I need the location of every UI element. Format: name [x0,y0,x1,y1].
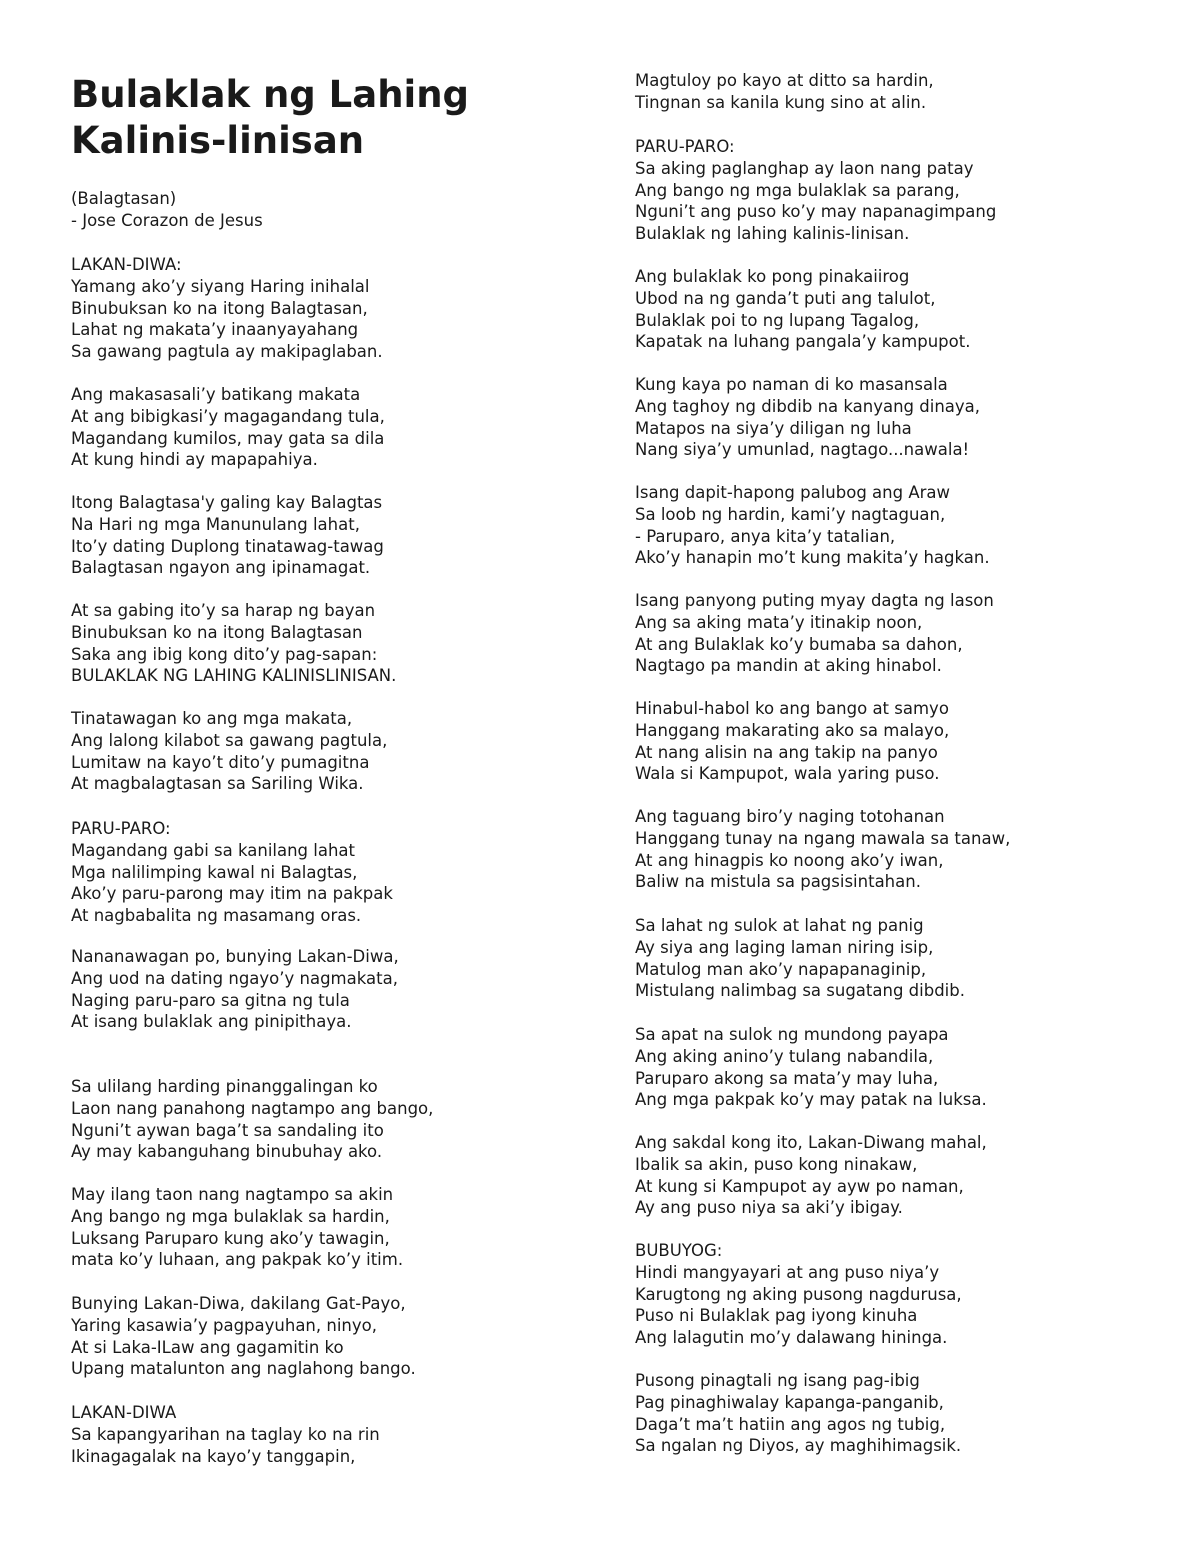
poem-line: Ang taguang biro’y naging totohanan [635,807,945,826]
poem-line: At ang hinagpis ko noong ako’y iwan, [635,850,944,870]
poem-line: Laon nang panahong nagtampo ang bango, [71,1098,434,1118]
poem-line: Isang panyong puting myay dagta ng lason [635,591,994,610]
poem-line: At ang bibigkasi’y magagandang tula, [71,406,385,426]
poem-line: Saka ang ibig kong dito’y pag-sapan: [71,644,378,664]
poem-line: At kung hindi ay mapapahiya. [71,450,318,470]
stanza [71,384,385,471]
poem-line: Balagtasan ngayon ang ipinamagat. [71,558,371,578]
poem-line: PARU-PARO: [635,137,735,156]
poem-line: Sa gawang pagtula ay makipaglaban. [71,342,383,362]
poem-line: At sa gabing ito’y sa harap ng bayan [71,601,376,620]
poem-line: Naging paru-paro sa gitna ng tula [71,990,350,1010]
poem-line: Ang sakdal kong ito, Lakan-Diwang mahal, [635,1133,987,1152]
poem-line: Isang dapit-hapong palubog ang Araw [635,483,951,502]
stanza [71,1184,403,1271]
poem-line: Matapos na siya’y diligan ng luha [635,418,912,438]
poem-line: Yamang ako’y siyang Haring inihalal [71,276,370,296]
poem-line: Ang aking anino’y tulang nabandila, [635,1046,934,1066]
poem-line: Binubuksan ko na itong Balagtasan, [71,298,368,318]
poem-line: Magtuloy po kayo at ditto sa hardin, [635,71,934,90]
stanza [635,1132,987,1219]
poem-line: Upang matalunton ang naglahong bango. [71,1359,416,1379]
poem-line: BULAKLAK NG LAHING KALINISLINISAN. [71,666,397,686]
stanza [635,1370,961,1457]
poem-line: Mga nalilimping kawal ni Balagtas, [71,862,358,882]
poem-line: Pag pinaghiwalay kapanga-panganib, [635,1392,944,1412]
poem-line: Ang lalagutin mo’y dalawang hininga. [635,1328,948,1348]
poem-line: mata ko’y luhaan, ang pakpak ko’y itim. [71,1250,404,1270]
poem-line: Sa kapangyarihan na taglay ko na rin [71,1424,380,1444]
poem-line: Ang taghoy ng dibdib na kanyang dinaya, [635,396,981,416]
poem-line: Magandang gabi sa kanilang lahat [71,840,356,860]
poem-line: Yaring kasawia’y pagpayuhan, ninyo, [71,1315,377,1335]
stanza [635,70,934,114]
poem-line: Lumitaw na kayo’t dito’y pumagitna [71,752,370,772]
poem-line: Paruparo akong sa mata’y may luha, [635,1068,939,1088]
poem-line: Ang sa aking mata’y itinakip noon, [635,612,923,632]
poem-line: Bulaklak ng lahing kalinis-linisan. [635,224,910,244]
poem-line: LAKAN-DIWA [71,1403,177,1422]
stanza [635,590,994,677]
poem-line: Nananawagan po, bunying Lakan-Diwa, [71,947,399,966]
poem-line: Wala si Kampupot, wala yaring puso. [635,764,940,784]
poem-line: At si Laka-ILaw ang gagamitin ko [71,1337,344,1357]
poem-line: Ang lalong kilabot sa gawang pagtula, [71,730,388,750]
poem-line: - Jose Corazon de Jesus [71,210,263,230]
poem-line: At kung si Kampupot ay ayw po naman, [635,1176,964,1196]
stanza [635,806,1010,893]
poem-line: Hindi mangyayari at ang puso niya’y [635,1262,940,1282]
poem-line: At magbalagtasan sa Sariling Wika. [71,774,364,794]
poem-line: Mistulang nalimbag sa sugatang dibdib. [635,981,965,1001]
poem-line: Sa lahat ng sulok at lahat ng panig [635,916,924,935]
stanza [635,1024,987,1111]
poem-line: Tinatawagan ko ang mga makata, [71,709,353,728]
poem-line: At isang bulaklak ang pinipithaya. [71,1012,352,1032]
poem-line: Nagtago pa mandin at aking hinabol. [635,656,942,676]
stanza [635,482,990,569]
poem-title-line: Bulaklak ng Lahing [71,73,470,116]
stanza [71,818,393,927]
poem-line: Ang uod na dating ngayo’y nagmakata, [71,968,398,988]
poem-line: Karugtong ng aking pusong nagdurusa, [635,1284,962,1304]
poem-line: Puso ni Bulaklak pag iyong kinuha [635,1306,918,1326]
poem-line: At nagbabalita ng masamang oras. [71,906,362,926]
stanza [71,946,399,1033]
poem-line: Ang bango ng mga bulaklak sa hardin, [71,1206,390,1226]
poem-line: Matulog man ako’y napapanaginip, [635,959,927,979]
poem-line: Ako’y hanapin mo’t kung makita’y hagkan. [635,548,990,568]
stanza [71,492,384,579]
poem-line: Daga’t ma’t hatiin ang agos ng tubig, [635,1414,946,1434]
stanza [71,708,387,795]
stanza [635,915,965,1002]
poem-line: Ang bulaklak ko pong pinakaiirog [635,267,910,286]
poem-line: LAKAN-DIWA: [71,255,182,274]
poem-line: Ako’y paru-parong may itim na pakpak [71,884,393,904]
poem-line: BUBUYOG: [635,1241,723,1260]
poem-line: Hanggang tunay na ngang mawala sa tanaw, [635,828,1011,848]
poem-line: Hanggang makarating ako sa malayo, [635,720,950,740]
stanza [635,374,980,461]
poem-line: Lahat ng makata’y inaanyayahang [71,320,359,340]
poem-title [71,72,571,164]
stanza [635,136,996,245]
poem-line: Sa loob ng hardin, kami’y nagtaguan, [635,504,946,524]
stanza [71,1293,416,1380]
stanza [71,254,383,363]
poem-line: Sa aking paglanghap ay laon nang patay [635,158,974,178]
poem-line: At ang Bulaklak ko’y bumaba sa dahon, [635,634,963,654]
stanza [71,600,396,687]
poem-line: Ubod na ng ganda’t puti ang talulot, [635,288,936,308]
poem-line: (Balagtasan) [71,189,177,208]
poem-line: May ilang taon nang nagtampo sa akin [71,1185,394,1204]
poem-line: Tingnan sa kanila kung sino at alin. [635,92,927,112]
stanza [635,698,949,785]
poem-line: - Paruparo, anya kita’y tatalian, [635,526,896,546]
stanza [71,188,263,232]
poem-line: Ang bango ng mga bulaklak sa parang, [635,180,960,200]
poem-line: Nguni’t aywan baga’t sa sandaling ito [71,1120,384,1140]
poem-line: At nang alisin na ang takip na panyo [635,742,938,762]
poem-line: Ang mga pakpak ko’y may patak na luksa. [635,1090,987,1110]
poem-line: PARU-PARO: [71,819,171,838]
poem-line: Ibalik sa akin, puso kong ninakaw, [635,1154,918,1174]
poem-line: Ang makasasali’y batikang makata [71,385,361,404]
poem-line: Sa ulilang harding pinanggalingan ko [71,1077,378,1096]
stanza [635,266,970,353]
poem-line: Bulaklak poi to ng lupang Tagalog, [635,310,920,330]
poem-line: Bunying Lakan-Diwa, dakilang Gat-Payo, [71,1294,406,1313]
poem-line: Na Hari ng mga Manunulang lahat, [71,514,360,534]
poem-line: Kung kaya po naman di ko masansala [635,375,948,394]
stanza [71,1402,380,1467]
poem-line: Hinabul-habol ko ang bango at samyo [635,699,949,718]
poem-line: Sa ngalan ng Diyos, ay maghihimagsik. [635,1436,962,1456]
poem-line: Ito’y dating Duplong tinatawag-tawag [71,536,384,556]
poem-line: Itong Balagtasa'y galing kay Balagtas [71,493,383,512]
poem-line: Ay may kabanguhang binubuhay ako. [71,1142,383,1162]
poem-line: Ikinagagalak na kayo’y tanggapin, [71,1446,356,1466]
poem-title-line: Kalinis-linisan [71,119,365,162]
poem-line: Kapatak na luhang pangala’y kampupot. [635,332,971,352]
poem-line: Nguni’t ang puso ko’y may napanagimpang [635,202,997,222]
poem-line: Nang siya’y umunlad, nagtago...nawala! [635,440,970,460]
stanza [635,1240,962,1349]
poem-line: Luksang Paruparo kung ako’y tawagin, [71,1228,390,1248]
poem-line: Sa apat na sulok ng mundong payapa [635,1025,949,1044]
poem-line: Ay ang puso niya sa aki’y ibigay. [635,1198,903,1218]
poem-line: Binubuksan ko na itong Balagtasan [71,622,363,642]
poem-line: Ay siya ang laging laman niring isip, [635,937,934,957]
poem-line: Magandang kumilos, may gata sa dila [71,428,385,448]
stanza [71,1076,433,1163]
poem-line: Pusong pinagtali ng isang pag-ibig [635,1371,920,1390]
poem-line: Baliw na mistula sa pagsisintahan. [635,872,921,892]
